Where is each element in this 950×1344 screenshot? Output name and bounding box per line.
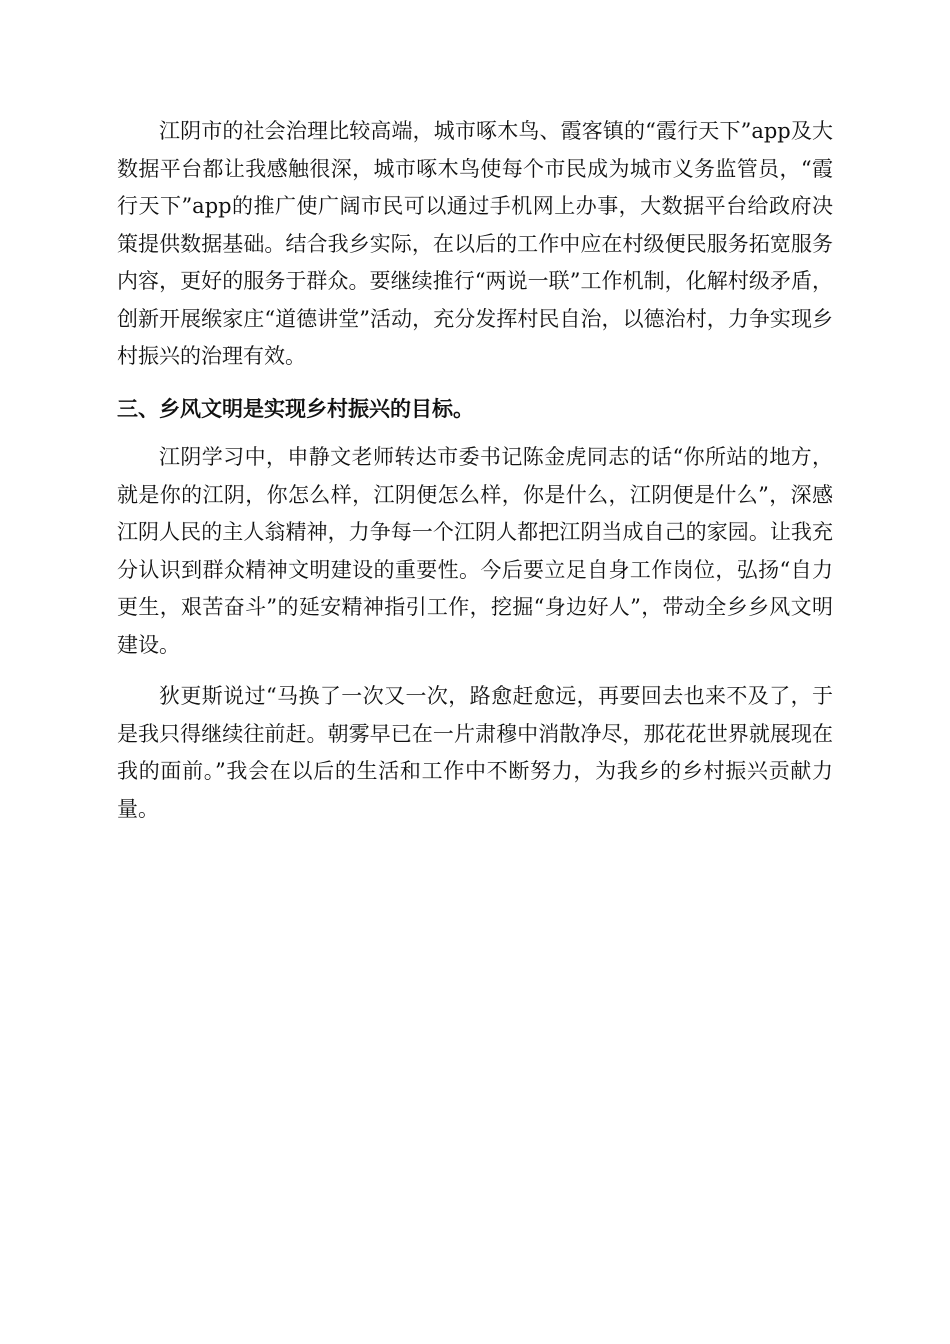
paragraph-dickens-quote: 狄更斯说过“马换了一次又一次，路愈赶愈远，再要回去也来不及了，于是我只得继续往前赶。朝雾早已在一片肃穆中消散净尽，那花花世界就展现在我的面前。”我会在以后的生活和工作中不断努力，为我乡的乡村振兴贡献力量。 <box>117 684 833 821</box>
document-body <box>117 113 833 828</box>
paragraph-social-governance: 江阴市的社会治理比较高端，城市啄木鸟、霞客镇的“霞行天下”app及大数据平台都让我感触很深，城市啄木鸟使每个市民成为城市义务监管员，“霞行天下”app的推广使广阔市民可以通过手机网上办事，大数据平台给政府决策提供数据基础。结合我乡实际，在以后的工作中应在村级便民服务拓宽服务内容，更好的服务于群众。要继续推行“两说一联”工作机制，化解村级矛盾，创新开展缑家庄“道德讲堂”活动，充分发挥村民自治，以德治村，力争实现乡村振兴的治理有效。 <box>117 119 833 368</box>
paragraph-jiangyin-spirit: 江阴学习中，申静文老师转达市委书记陈金虎同志的话“你所站的地方，就是你的江阴，你怎么样，江阴便怎么样，你是什么，江阴便是什么”，深感江阴人民的主人翁精神，力争每一个江阴人都把江阴当成自己的家园。让我充分认识到群众精神文明建设的重要性。今后要立足自身工作岗位，弘扬“自力更生，艰苦奋斗”的延安精神指引工作，挖掘“身边好人”，带动全乡乡风文明建设。 <box>117 445 833 657</box>
section-heading-rural-civilization: 三、乡风文明是实现乡村振兴的目标。 <box>117 395 474 421</box>
paragraph-spacer <box>117 664 833 678</box>
